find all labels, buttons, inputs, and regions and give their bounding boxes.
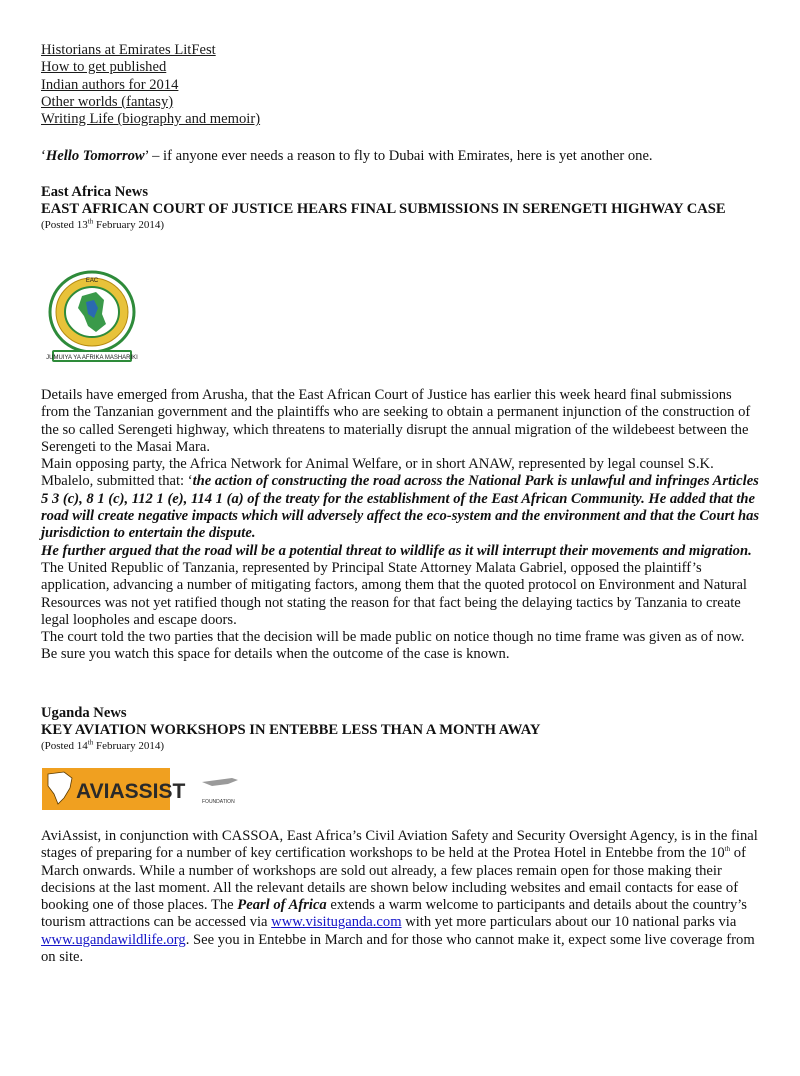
link-writing-life[interactable]: Writing Life (biography and memoir) <box>41 111 261 128</box>
aviassist-logo <box>42 768 242 810</box>
hello-tomorrow-text: – if anyone ever needs a reason to fly to Dubai with Emirates, here is yet another one. <box>148 148 653 164</box>
link-ugandawildlife[interactable]: www.ugandawildlife.org <box>41 931 186 948</box>
eac-logo <box>44 268 140 368</box>
eac-logo-text: JUMUIYA YA AFRIKA MASHARIKI <box>46 355 138 361</box>
posted-date: (Posted 14th February 2014) <box>41 737 165 752</box>
link-visituganda[interactable]: www.visituganda.com <box>271 914 402 931</box>
paragraph-anaw: Main opposing party, the Africa Network for Animal Welfare, or in short ANAW, represented by legal counsel S.K. Mbalelo, submitted that: ‘the action of constructing the road across the National Park is unlawful and infringes Articles 5 3 (c), 8 1 (c), 112 1 (e), 114 1 (a) of the treaty for the establishment of the East African Community. He added that the road will create negative impacts which will adversely affect the eco-system and the environment and that the Court has jurisdiction to entertain the dispute. <box>41 456 760 542</box>
quote-open: ‘ <box>41 148 46 164</box>
posted-date: (Posted 13th February 2014) <box>41 216 165 231</box>
link-how-to-get-published[interactable]: How to get published <box>41 59 167 76</box>
related-links-list <box>41 42 260 128</box>
section-title: East Africa News <box>41 184 149 200</box>
paragraph-court-decision: The court told the two parties that the decision will be made public on notice though no time frame was given as of now. Be sure you watch this space for details when the outcome of the case is known. <box>41 629 745 663</box>
section-title: Uganda News <box>41 705 127 721</box>
paragraph-tanzania: The United Republic of Tanzania, represented by Principal State Attorney Malata Gabriel, opposed the plaintiff’s application, advancing a number of mitigating factors, among them that the quoted protocol on Environment and Natural Resources was not yet ratified though not stating the reason for that fact being the delaying tactics by Tanzania to create legal loopholes and escape doors. <box>41 559 747 628</box>
paragraph-wildlife-threat: He further argued that the road will be a potential threat to wildlife as it will interrupt their movements and migration. <box>41 542 752 559</box>
article-headline: EAST AFRICAN COURT OF JUSTICE HEARS FINAL SUBMISSIONS IN SERENGETI HIGHWAY CASE <box>41 201 726 218</box>
pearl-of-africa: Pearl of Africa <box>237 897 327 914</box>
uganda-section <box>41 705 761 753</box>
hello-tomorrow-paragraph <box>41 148 761 165</box>
paragraph-arusha: Details have emerged from Arusha, that the East African Court of Justice has earlier this week heard final submissions from the Tanzanian government and the plaintiffs who are seeking to obtain a permanent injunction of the construction of the so called Serengeti highway, which threatens to materially disrupt the annual migration of the wildebeest between the Serengeti to the Masai Mara. <box>41 387 751 455</box>
hello-tomorrow-title: Hello Tomorrow <box>45 148 145 164</box>
link-indian-authors[interactable]: Indian authors for 2014 <box>41 76 179 93</box>
uganda-body: AviAssist, in conjunction with CASSOA, East Africa’s Civil Aviation Safety and Security Oversight Agency, is in the final stages of preparing for a number of key certification workshops to be held at the Protea Hotel in Entebbe from the 10th of March onwards. While a number of workshops are sold out already, a few places remain open for those making their decisions at the last moment. All the relevant details are shown below including websites and email contacts for ease of booking one of those places. The Pearl of Africa extends a warm welcome to participants and details about the country’s tourism attractions can be accessed via www.visituganda.com with yet more particulars about our 10 national parks via www.ugandawildlife.org. See you in Entebbe in March and for those who cannot make it, expect some live coverage from on site. <box>41 828 758 966</box>
link-other-worlds[interactable]: Other worlds (fantasy) <box>41 93 174 110</box>
east-africa-body <box>41 387 761 664</box>
quote-close: ’ <box>144 148 149 164</box>
east-africa-section <box>41 184 761 232</box>
aviassist-logo-sub: FOUNDATION <box>202 799 235 805</box>
link-historians[interactable]: Historians at Emirates LitFest <box>41 42 216 58</box>
article-headline: KEY AVIATION WORKSHOPS IN ENTEBBE LESS THAN A MONTH AWAY <box>41 722 541 739</box>
eac-logo-top: EAC <box>85 278 99 284</box>
aviassist-logo-text: AVIASSIST <box>76 780 186 803</box>
